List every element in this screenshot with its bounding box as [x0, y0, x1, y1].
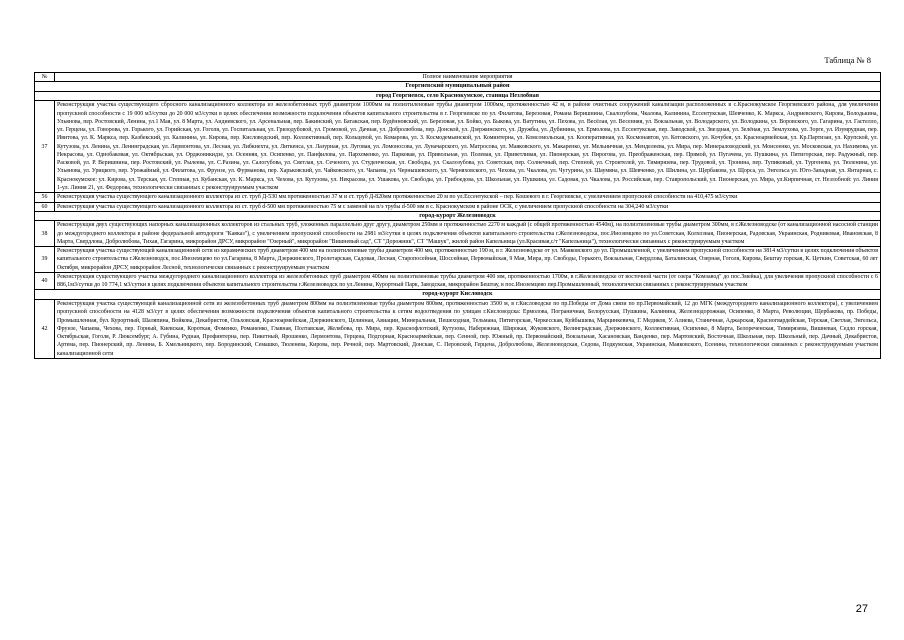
measures-table: [34, 72, 881, 359]
locality-title: город Георгиевск, село Краснокумское, станица Незлобная: [35, 91, 881, 101]
row-number: 38: [35, 221, 55, 247]
table-row: [35, 202, 881, 211]
table-row: [35, 193, 881, 202]
row-text: Реконструкция участка существующего канализационного коллектора из ст. труб d-500 мм протяженностью 75 м с заменой на п/э трубы d-500 мм в с. Краснокумском в районе ОСК, с увеличением пропускной способности на 304,240 м3/сутки: [55, 202, 881, 211]
row-number: 42: [35, 299, 55, 358]
locality-row: [35, 290, 881, 300]
locality-title: город-курорт Кисловодск: [35, 290, 881, 300]
table-row: [35, 272, 881, 290]
row-number: 37: [35, 101, 55, 193]
row-text: Реконструкция участка существующего канализационного коллектора из ст. труб Д-530 мм протяженностью 37 м и ст. труб Д-820мм протяженностью 20 м по ул.Ессентукской – пер. Кошевого в г. Георгиевске, с увеличением пропускной способности на 410,475 м3/сутки: [55, 193, 881, 202]
row-number: 56: [35, 193, 55, 202]
header-name: Полное наименование мероприятия: [55, 73, 881, 82]
row-text: Реконструкция существующего участка междугороднего канализационного коллектора из железобетонных труб диаметром 400мм на полиэтиленовые трубы диаметром 400 мм, протяженностью 1700м, в г.Железноводске от восточной части (от озера "Комзавод" до пос.Змейка), для увеличения пропускной способности с 6 886,1м3/сутки до 10 774,1 м3/сутки в целях подключения объектов капитального строительства г.Железноводск по ул.Ленина, Курортный Парк, Заводская, микрорайон Бештау, в пос.Иноземцево пер.Промышленный, технологически связанных с реконструируемым участком: [55, 272, 881, 290]
header-num: №: [35, 73, 55, 82]
locality-row: [35, 211, 881, 221]
row-number: 40: [35, 272, 55, 290]
table-label: Таблица № 8: [824, 55, 871, 65]
row-text: Реконструкция двух существующих напорных канализационных коллекторов из стальных труб, уложенных параллельно друг другу, диаметром 250мм и протяженностью 2270 м каждый (с общей протяженностью 4540м), на полиэтиленовые трубы диаметром 300мм, в г.Железноводске (от канализационной насосной станции до междугороднего коллектора в районе федеральной автодороги "Кавказ"), с увеличением пропускной способности на 2981 м3/сутки в целях подключения объектов капитального строительства г.Железноводска, пос.Иноземцево по ул.Советская, Колхозная, Пионерская, Радовская, Украинская, Родниковая, Ивановская, 8 Марта, Свердлова, Добролюбова, Тихая, Гагарина, микрорайон ДРСУ, микрорайон "Озерный", микрорайон "Вишневый сад", СТ "Дорожник", СТ "Машук", жилой район Капельница (ул.Красивая,с/т "Капельница"), технологически связанных с реконструируемым участком: [55, 221, 881, 247]
district-title: Георгиевский муниципальный район: [35, 82, 881, 92]
table-row: [35, 247, 881, 273]
table-header-row: [35, 73, 881, 82]
row-text: Реконструкция участка существующего сбросного канализационного коллектора из железобетонных труб диаметром 1000мм на полиэтиленовые трубы диаметром 1000мм, протяженностью 42 м, в районе очистных сооружений канализации расположенных в с.Краснокумское Георгиевского района, для увеличения пропускной способности с 19 000 м3/сутки до 20 000 м3/сутки в целях обеспечения возможности подключения объектов капитального строительства в г. Георгиевске по ул. Филатова, Березовая, Романа Веришнина, Скалозубова, Чкалова, Калинина, Ессентукская, Шевченко, К. Маркса, Андриевского, Кирова, Володькина, Ульянова, пер. Ростовский, Ленина, ул.1 Мая, ул. 8 Марта, ул. Андиевского, ул. Арсенальная, пер. Бакинский, ул. Батакская, пер. Будённовский, ул. Березовая, ул. Бойко, ул. Быкова, ул. Ватутина, ул. Пехова, ул. Весёлая, ул. Весенняя, ул. Вокзальная, ул. Володарского, ул. Володкина, ул. Воровского, ул. Гагарина, ул. Гастелло, ул. Герцена, ул. Говорова, ул. Горького, ул. Горийская, ул. Гоголя, ул. Госпитальная, ул. Гризодубовой, ул. Громовой, ул. Дачная, ул. Добролюбова, пер. Донской, ул. Дзержинского, ул. Дружбы, ул. Дубинина, ул. Ермолова, ул. Ессентукская, пер. Заводской, ул. Звездная, ул. Зелёная, ул. Землухова, ул. Зорге, ул. Изумрудная, пер. Ивитова, ул. К. Маркса, пер. Казбекский, ул. Калинина, ул. Кирова, пер. Кисловодский, пер. Коллективный, пер. Кольцевой, ул. Комарова, ул. З. Космодемьянской, ул. Коминтерна, ул. Комсомольская, ул. Кооперативная, ул. Космонавтов, ул. Котовского, ул. Кочубея, ул. Красноармейская, ул. Кр.Партизан, ул. Крупской, ул. Кутузова, ул. Ленина, ул. Ленинградская, ул. Лермонтова, ул. Лесная, ул. Либкнехта, ул. Литкенса, ул. Лазурная, ул. Луговая, ул. Ломоносова, ул. Луначарского, ул. Матросова, ул. Маяковского, ул. Макаренко, ул. Мельничная, ул. Менделеева, ул. Мира, пер. Минераловодский, ул. Моисеенко, ул. Московская, ул. Нахимова, ул. Некрасова, ул. Однобаковая, ул. Октябрьская, ул. Орджоникидзе, ул. Осенняя, ул. Осипенко, ул. Панфилова, ул. Пархоменко, ул. Парковая, ул. Привольная, ул. Полевая, ул. Приветливая, ул. Пионерская, ул. Пирогова, ул. Преображенская, пер. Прямой, ул. Пугачева, ул. Пушкина, ул. Пятигорская, пер. Радужный, пер. Расковой, ул. Р. Веришнина, пер. Ростовский, ул. Рылеева, ул. С.Разина, ул. Салогубова, ул. Светлая, ул. Сеченого, ул. Студенческая, ул. Свободы, ул. Скалозубова, ул. Советская, пер. Солнечный, пер. Степной, ул. Строителей, ул. Тимирязева, пер. Трудовой, ул. Тронина, пер. Тупиковый, ул. Тургенева, ул. Тюленина, ул. Ульянова, ул. Урицкого, пер. Урожайный, ул. Филатова, ул. Фрунзе, ул. Фурманова, пер. Харьковский, ул. Чайковского, ул. Чапаева, ул. Чернышевского, ул. Черняховского, ул. Чехова, ул. Чкалова, ул. Чугурина, ул. Шаумяна, ул. Шевченко, ул. Шилина, ул. Щербакова, ул. Щорса, ул. Энгельса ул. Юго-Западная, ул. Янтарная, с. Краснокумское: ул. Кирова, ул. Терская, ул. Степная, ул. Кубанская, ул. К. Маркса, ул. Чехова, ул. Кутузова, ул. Некрасова, ул. Ушакова, ул. Свободы, ул. Грибоедова, ул. Школьная, ул. Пушкина, ул. Садовая, ул. Чкалова, ул. Российская, пер. Ставропольский, ул. Пионерская, ул. Мира, ул.Кирпичная, ст. Незлобной: ул. Линия 1-ул. Линия 21, ул. Федорова, технологически связанных с реконструируемым участком: [55, 101, 881, 193]
row-text: Реконструкция участка существующей канализационной сети из керамических труб диаметром 400 мм на полиэтиленовые трубы диаметром 400 мм, протяженностью 190 м, в г. Железноводске от ул. Маяковского до ул. Промышленной, с увеличением пропускной способности на 3814 м3/сутки в целях подключения объектов капитального строительства г.Железноводск, пос.Иноземцево по ул.Гагарина, 8 Марта, Дзержинского, Пролетарская, Садовая, Лесная, Старопосейная, Шоссейная, Первомайская, 9 Мая, Мира, пр. Свободы, Горького, Вокзальная, Свердлова, Баталинская, Озерная, Гоголя, Кирова, Бештау горская, К. Цеткин, Советская, 60 лет Октября, микрорайон ДРСУ, микрорайон Лесной, технологически связанных с реконструируемым участком: [55, 247, 881, 273]
district-row: [35, 82, 881, 92]
locality-title: город-курорт Железноводск: [35, 211, 881, 221]
locality-row: [35, 91, 881, 101]
table-row: [35, 101, 881, 193]
table-row: [35, 299, 881, 358]
page-number: 27: [855, 603, 868, 615]
row-number: 39: [35, 247, 55, 273]
row-text: Реконструкция участка существующей канализационной сети из железобетонных труб диаметром 800мм на полиэтиленовые трубы диаметром 800мм, протяженностью 3500 м, в г.Кисловодске по пр.Победы от Дома связи по пр.Первомайский, 12 до МГК (междугороднего канализационного коллектора), с увеличением пропускной способности на 4128 м3/сут в целях обеспечения возможности подключения объектов капитального строительства к сетям водоотведения по улицам г.Кисловодска: Ермолова, Пограничная, Белорусская, Пушкина, Калинина, Железнодорожная, Осипенко, 8 Марта, Революции, Щербакова, пр. Победы, Промышленная, бул. Курортный, Шаляпина, Войкова, Декабристов, Ольховская, Красноармейская, Дзержинского, Целинная, Авиации, Минеральная, Пешеходная, Тельмана, Пятигорская, Черкесская, Куйбышева, Марцинкевича, Г. Медиков, У. Алиева, Станичная, Аджарская, Красногвардейская, Терская, Светлая, Энгельса, Фрунзе, Чапаева, Чехова, пер. Горный, Киевская, Короткая, Фоменко, Романенко, Главная, Полтавская, Желябова, пр. Мира, пер. Краснофлотский, Кутузова, Набережная, Широкая, Жуковского, Велинградская, Дзержинского, Коллективная, Осипенко, 8 Марта, Белореченская, Тимирязева, Вишневая, Седло горская, Октябрьская, Гоголя, Р. Люксембург, А. Губина, Рудная, Профинтерна, пер. Пикетный, Ярошенко, Лермонтова, Герцена, Подгорная, Красноармейская, пер. Сенной, пер. Южный, пр. Первомайский, Вокзальная, Хасановская, Ванденко, пер. Мартовский, Восточная, Школьная, пер. Школьный, пер. Дачный, Декабристов, Артема, пер. Пионерский, пр. Ленина, Б. Хмельницкого, пер. Бородинский, Семашко, Тюленева, Кирова, пер. Речной, пер. Мартовский, Донская, С. Перовской, Герцена, Добролюбова, Железноводская, Седова, Подкумская, Украинская, Маяковского, Есенина, технологически связанных с реконструируемым участком канализационной сети: [55, 299, 881, 358]
table-row: [35, 221, 881, 247]
row-number: 60: [35, 202, 55, 211]
